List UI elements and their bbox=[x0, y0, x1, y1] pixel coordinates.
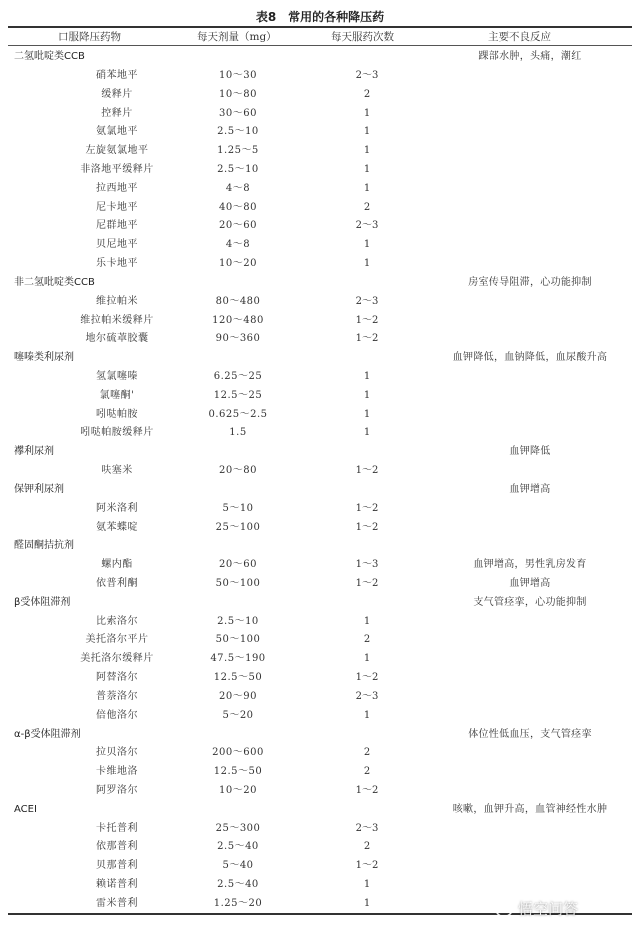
drug-name: 氯噻酮' bbox=[99, 389, 135, 401]
drug-name: 依普利酮 bbox=[96, 578, 138, 589]
category-name: 二氢吡啶类CCB bbox=[14, 51, 85, 62]
daily-dose: 6.25～25 bbox=[213, 370, 263, 382]
drug-row bbox=[0, 615, 640, 633]
drug-name: 控释片 bbox=[101, 107, 133, 119]
drug-row bbox=[0, 144, 640, 162]
daily-dose: 2.5～10 bbox=[217, 615, 259, 627]
category-row bbox=[0, 803, 640, 821]
drug-name: 阿替洛尔 bbox=[96, 672, 138, 684]
drug-name: 乐卡地平 bbox=[96, 258, 138, 269]
drug-row bbox=[0, 314, 640, 332]
watermark bbox=[494, 897, 578, 919]
drug-name: 尼群地平 bbox=[96, 220, 138, 232]
drug-name: 拉西地平 bbox=[96, 182, 138, 194]
daily-dose: 0.625～2.5 bbox=[208, 408, 268, 420]
daily-frequency: 1 bbox=[363, 653, 371, 665]
drug-row bbox=[0, 370, 640, 388]
header-drug: 口服降压药物 bbox=[58, 31, 121, 43]
daily-dose: 1.5 bbox=[229, 427, 247, 439]
daily-dose: 12.5～50 bbox=[213, 766, 263, 778]
drug-row bbox=[0, 709, 640, 727]
drug-name: 非洛地平缓释片 bbox=[80, 163, 154, 175]
daily-dose: 120～480 bbox=[212, 314, 264, 326]
drug-name: 拉贝洛尔 bbox=[96, 747, 138, 759]
daily-frequency: 1 bbox=[363, 879, 371, 891]
drug-row bbox=[0, 295, 640, 313]
daily-dose: 25～300 bbox=[215, 822, 261, 834]
daily-frequency: 1 bbox=[363, 107, 371, 119]
drug-name: 卡维地洛 bbox=[96, 766, 138, 778]
daily-frequency: 2 bbox=[363, 88, 371, 100]
header-dose: 每天剂量（mg） bbox=[197, 31, 277, 43]
drug-name: 贝那普利 bbox=[96, 860, 138, 872]
adverse-reaction: 踝部水肿，头痛，潮红 bbox=[478, 51, 582, 62]
daily-dose: 50～100 bbox=[215, 578, 261, 589]
drug-row bbox=[0, 69, 640, 87]
drug-row bbox=[0, 652, 640, 670]
adverse-reaction: 血钾降低 bbox=[509, 446, 551, 458]
daily-dose: 2.5～10 bbox=[217, 163, 259, 175]
daily-dose: 47.5～190 bbox=[210, 653, 266, 665]
daily-dose: 1.25～20 bbox=[213, 897, 263, 909]
drug-row bbox=[0, 332, 640, 350]
header-adverse-reactions: 主要不良反应 bbox=[488, 31, 551, 43]
category-name: α-β受体阻滞剂 bbox=[14, 728, 81, 740]
daily-dose: 4～8 bbox=[225, 239, 251, 251]
drug-row bbox=[0, 464, 640, 482]
drug-row bbox=[0, 389, 640, 407]
drug-name: 呋塞米 bbox=[101, 465, 133, 476]
adverse-reaction: 血钾降低，血钠降低，血尿酸升高 bbox=[452, 352, 608, 364]
drug-row bbox=[0, 182, 640, 200]
daily-frequency: 1～2 bbox=[355, 465, 379, 476]
daily-frequency: 1 bbox=[363, 709, 371, 721]
drug-row bbox=[0, 859, 640, 877]
daily-frequency: 1 bbox=[363, 163, 371, 175]
watermark-text: 悟空问答 bbox=[518, 899, 579, 918]
daily-frequency: 2～3 bbox=[355, 220, 379, 232]
daily-dose: 25～100 bbox=[215, 521, 261, 533]
daily-frequency: 2～3 bbox=[355, 822, 379, 834]
daily-frequency: 1～2 bbox=[355, 785, 379, 796]
drug-name: 维拉帕米 bbox=[96, 295, 138, 307]
drug-name: 硝苯地平 bbox=[96, 69, 138, 81]
drug-name: 倍他洛尔 bbox=[96, 709, 138, 721]
daily-dose: 12.5～25 bbox=[213, 389, 263, 401]
category-row bbox=[0, 728, 640, 746]
daily-dose: 20～90 bbox=[219, 690, 257, 702]
daily-frequency: 1～2 bbox=[355, 521, 379, 533]
drug-name: 阿罗洛尔 bbox=[96, 785, 138, 796]
drug-row bbox=[0, 521, 640, 539]
daily-dose: 2.5～40 bbox=[217, 879, 259, 891]
daily-dose: 40～80 bbox=[219, 201, 257, 213]
daily-frequency: 1 bbox=[363, 258, 371, 269]
daily-dose: 10～20 bbox=[219, 785, 257, 796]
daily-frequency: 1 bbox=[363, 370, 371, 382]
daily-frequency: 1 bbox=[363, 145, 371, 157]
drug-name: 缓释片 bbox=[101, 88, 133, 100]
daily-dose: 30～60 bbox=[219, 107, 257, 119]
drug-name: 氢氯噻嗪 bbox=[96, 370, 138, 382]
daily-frequency: 1 bbox=[363, 389, 371, 401]
daily-frequency: 1～2 bbox=[355, 578, 379, 589]
drug-name: 阿米洛利 bbox=[96, 502, 138, 514]
drug-name: 依那普利 bbox=[96, 841, 138, 853]
category-row bbox=[0, 50, 640, 68]
daily-frequency: 2 bbox=[363, 841, 371, 853]
drug-name: 普萘洛尔 bbox=[96, 690, 138, 702]
drug-row bbox=[0, 878, 640, 896]
daily-dose: 90～360 bbox=[215, 333, 261, 345]
category-row bbox=[0, 596, 640, 614]
category-name: 保钾利尿剂 bbox=[14, 483, 64, 495]
category-name: 非二氢吡啶类CCB bbox=[14, 276, 95, 288]
category-row bbox=[0, 276, 640, 294]
drug-name: 卡托普利 bbox=[96, 822, 138, 834]
drug-name: 美托洛尔平片 bbox=[85, 634, 149, 646]
drug-name: 地尔硫䓬胶囊 bbox=[85, 333, 149, 345]
drug-row bbox=[0, 107, 640, 125]
adverse-reaction: 体位性低血压，支气管痉挛 bbox=[468, 728, 592, 740]
daily-frequency: 2 bbox=[363, 634, 371, 646]
daily-dose: 5～10 bbox=[222, 502, 254, 514]
daily-dose: 20～80 bbox=[219, 465, 257, 476]
daily-dose: 5～40 bbox=[222, 860, 254, 872]
daily-dose: 5～20 bbox=[222, 709, 254, 721]
category-row bbox=[0, 483, 640, 501]
adverse-reaction: 血钾增高，男性乳房发育 bbox=[473, 559, 587, 571]
daily-dose: 20～60 bbox=[219, 559, 257, 571]
wukong-logo-icon bbox=[494, 898, 514, 918]
daily-frequency: 2～3 bbox=[355, 69, 379, 81]
drug-row bbox=[0, 633, 640, 651]
daily-frequency: 1～2 bbox=[355, 860, 379, 872]
daily-dose: 12.5～50 bbox=[213, 672, 263, 684]
drug-name: 比索洛尔 bbox=[96, 615, 138, 627]
daily-dose: 10～30 bbox=[219, 69, 257, 81]
drug-name: 赖诺普利 bbox=[96, 879, 138, 891]
daily-frequency: 1 bbox=[363, 615, 371, 627]
daily-frequency: 1～3 bbox=[355, 559, 379, 571]
daily-dose: 4～8 bbox=[225, 182, 251, 194]
daily-dose: 10～80 bbox=[219, 88, 257, 100]
drug-row bbox=[0, 784, 640, 802]
drug-row bbox=[0, 257, 640, 275]
drug-name: 氨苯蝶啶 bbox=[96, 521, 138, 533]
drug-row bbox=[0, 502, 640, 520]
daily-dose: 10～20 bbox=[219, 258, 257, 269]
category-row bbox=[0, 351, 640, 369]
drug-name: 氨氯地平 bbox=[96, 126, 138, 138]
drug-name: 螺内酯 bbox=[101, 559, 133, 571]
drug-row bbox=[0, 408, 640, 426]
header-frequency: 每天服药次数 bbox=[331, 31, 394, 43]
drug-name: 雷米普利 bbox=[96, 897, 138, 909]
drug-row bbox=[0, 765, 640, 783]
drug-row bbox=[0, 558, 640, 576]
category-name: ACEI bbox=[14, 803, 37, 815]
adverse-reaction: 血钾增高 bbox=[509, 483, 551, 495]
drug-name: 吲哒帕胺 bbox=[96, 408, 138, 420]
drug-name: 贝尼地平 bbox=[96, 239, 138, 251]
daily-frequency: 1 bbox=[363, 408, 371, 420]
adverse-reaction: 支气管痉挛，心功能抑制 bbox=[473, 596, 587, 608]
category-row bbox=[0, 539, 640, 557]
drug-name: 吲哒帕胺缓释片 bbox=[80, 427, 154, 439]
daily-frequency: 2～3 bbox=[355, 690, 379, 702]
drug-row bbox=[0, 577, 640, 595]
daily-frequency: 1～2 bbox=[355, 333, 379, 345]
drug-row bbox=[0, 426, 640, 444]
adverse-reaction: 咳嗽，血钾升高，血管神经性水肿 bbox=[452, 803, 608, 815]
daily-dose: 1.25～5 bbox=[217, 145, 259, 157]
category-name: β受体阻滞剂 bbox=[14, 596, 71, 608]
daily-frequency: 2～3 bbox=[355, 295, 379, 307]
drug-row bbox=[0, 125, 640, 143]
daily-frequency: 2 bbox=[363, 747, 371, 759]
daily-dose: 200～600 bbox=[212, 747, 264, 759]
adverse-reaction: 房室传导阻滞，心功能抑制 bbox=[468, 276, 592, 288]
drug-row bbox=[0, 822, 640, 840]
drug-row bbox=[0, 690, 640, 708]
daily-frequency: 1～2 bbox=[355, 672, 379, 684]
category-name: 醛固酮拮抗剂 bbox=[14, 540, 74, 552]
category-name: 襻利尿剂 bbox=[14, 446, 54, 458]
drug-name: 维拉帕米缓释片 bbox=[80, 314, 154, 326]
daily-dose: 80～480 bbox=[215, 295, 261, 307]
drug-row bbox=[0, 671, 640, 689]
adverse-reaction: 血钾增高 bbox=[509, 578, 551, 589]
daily-frequency: 1～2 bbox=[355, 314, 379, 326]
drug-row bbox=[0, 746, 640, 764]
daily-dose: 2.5～40 bbox=[217, 841, 259, 853]
table-title: 表8 常用的各种降压药 bbox=[255, 10, 385, 24]
drug-row bbox=[0, 201, 640, 219]
drug-row bbox=[0, 88, 640, 106]
daily-frequency: 1 bbox=[363, 126, 371, 138]
daily-dose: 50～100 bbox=[215, 634, 261, 646]
drug-name: 左旋氨氯地平 bbox=[85, 145, 149, 157]
daily-dose: 20～60 bbox=[219, 220, 257, 232]
daily-frequency: 1 bbox=[363, 897, 371, 909]
drug-row bbox=[0, 163, 640, 181]
drug-row bbox=[0, 840, 640, 858]
daily-frequency: 1 bbox=[363, 427, 371, 439]
daily-frequency: 2 bbox=[363, 201, 371, 213]
daily-frequency: 1 bbox=[363, 182, 371, 194]
daily-frequency: 1 bbox=[363, 239, 371, 251]
category-row bbox=[0, 445, 640, 463]
daily-frequency: 2 bbox=[363, 766, 371, 778]
category-name: 噻嗪类利尿剂 bbox=[14, 352, 74, 364]
drug-row bbox=[0, 219, 640, 237]
daily-frequency: 1～2 bbox=[355, 502, 379, 514]
daily-dose: 2.5～10 bbox=[217, 126, 259, 138]
drug-name: 美托洛尔缓释片 bbox=[80, 653, 154, 665]
drug-row bbox=[0, 238, 640, 256]
drug-name: 尼卡地平 bbox=[96, 201, 138, 213]
